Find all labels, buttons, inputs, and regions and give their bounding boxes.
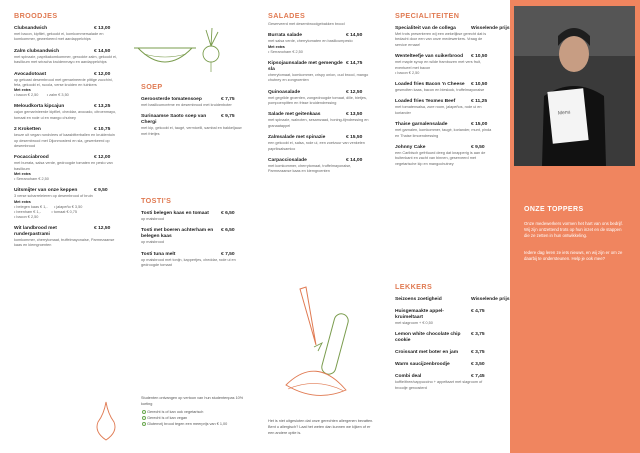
item-description: met spinazie, walnoten, sesamzaad, honing-tijmdressing en granaatappel bbox=[268, 118, 369, 128]
item-name: Lemon white chocolate chip cookie bbox=[395, 332, 461, 344]
staff-photo bbox=[514, 6, 635, 166]
item-name: Thaise garnalensalade bbox=[395, 122, 448, 128]
legend-vegan: Gerecht is of kan vegan bbox=[141, 415, 249, 421]
item-price: € 9,50 bbox=[471, 145, 485, 151]
item-price: € 10,75 bbox=[94, 127, 111, 133]
menu-item bbox=[141, 228, 247, 245]
item-description: komkommer, cherrytomaat, truffelmayonaise, Parmezaanse kaas en kiemgroenten bbox=[14, 237, 115, 248]
menu-item bbox=[14, 226, 120, 249]
item-price: € 9,75 bbox=[221, 114, 235, 120]
tostis-note-block bbox=[141, 395, 249, 427]
item-description: een gekookt ei, salsa, rode ui, een zoetzuur van venkelen papriksalsamico bbox=[268, 141, 365, 151]
item-name: Croissant met boter en jam bbox=[395, 350, 459, 356]
allergy-note: Het is niet uitgesloten dat onze gerechten allergenen bevatten. Bent u allergisch? Laat het weten dan kunnen we kijken of er een andere optie is. bbox=[268, 419, 374, 435]
salades-title: SALADES bbox=[268, 11, 306, 20]
menu-item bbox=[141, 114, 247, 137]
item-name: Burrata salade bbox=[268, 33, 302, 39]
menu-item bbox=[268, 112, 374, 129]
item-extra: • bacon € 2,50 • zalm € 3,50 bbox=[14, 93, 69, 98]
item-name: Wit landbrood met runderpastrami bbox=[14, 225, 57, 237]
broodjes-title: BROODJES bbox=[14, 11, 58, 20]
item-name: Wentelteefje van suikerbrood bbox=[395, 54, 464, 60]
legend-vegetarian: Gerecht is of kan ook vegetarisch bbox=[141, 409, 249, 415]
specialiteiten-list bbox=[395, 26, 510, 167]
item-description: met kip, gekookt ei, taugé, vermicelli, sambal en bakkeljauw met frietjes bbox=[141, 126, 242, 136]
item-description: met salsa verde, cherrytomaten en basilicumpesto bbox=[268, 39, 353, 44]
item-name: Huisgemaakte appel-kruimeltaart bbox=[395, 309, 444, 320]
item-price: € 3,75 bbox=[471, 332, 485, 338]
item-name: Avocadotoast bbox=[14, 71, 47, 77]
menu-item bbox=[14, 104, 120, 121]
menu-item bbox=[14, 72, 120, 99]
item-price: € 3,75 bbox=[471, 350, 485, 356]
soep-list bbox=[141, 97, 247, 137]
item-name: Kipsojaunsalade met gemengde sla bbox=[268, 60, 343, 72]
tostis-title: TOSTI'S bbox=[141, 196, 172, 205]
lekkers-title: LEKKERS bbox=[395, 282, 433, 291]
item-price: € 14,00 bbox=[346, 158, 363, 164]
item-name: Johnny Cake bbox=[395, 145, 426, 151]
menu-item bbox=[395, 350, 495, 356]
item-description: op getoast desembrood met gemarineerde pittige zucchini, feta, gekookt ei, rucola, verse kruiden en tuinkers bbox=[14, 77, 113, 88]
item-name: Meloudkorta kipcajun bbox=[14, 104, 65, 110]
item-description: Met trots presenteren wij een wekelijkse gerecht dat is bedacht door een van onze medewerkers. Vraag de service ernaar! bbox=[395, 32, 487, 47]
menu-item bbox=[395, 26, 510, 48]
item-description: keuze uit vegan rundvlees of kaasbitterballen en kruidentuin op desembrood met Dijonmosterd en sla, gewerkeerd op desembrood bbox=[14, 133, 115, 149]
menu-item bbox=[268, 135, 374, 152]
item-price: € 9,50 bbox=[94, 188, 108, 194]
radish-illustration bbox=[196, 26, 226, 76]
menu-item bbox=[395, 122, 495, 139]
salades-list bbox=[268, 33, 374, 174]
item-price: € 12,50 bbox=[94, 225, 111, 231]
vegan-icon bbox=[142, 416, 146, 420]
broodjes-list bbox=[14, 26, 120, 249]
item-description: koffie/thee/cappuccino + appeltaart met slagroom of broodje geroosterd bbox=[395, 380, 483, 390]
item-description: met bacon, kipfilet, gekookt ei, komkommersalade en komkommer, gewerkeerd met aardappelchips bbox=[14, 32, 104, 42]
menu-item bbox=[141, 252, 247, 269]
item-price: Wisselende prijs bbox=[471, 297, 510, 302]
item-description: met komkommer, cherrytomaat, truffelmayonaise, Parmezaanse kaas en kiemgroenten bbox=[268, 164, 352, 174]
item-price: € 13,50 bbox=[346, 112, 363, 118]
menu-item bbox=[395, 362, 495, 368]
item-price: € 10,50 bbox=[471, 82, 488, 88]
item-price: € 15,00 bbox=[471, 122, 488, 128]
menu-item bbox=[395, 374, 495, 391]
specialiteiten-title: SPECIALITEITEN bbox=[395, 11, 460, 20]
specialiteiten-column bbox=[395, 11, 510, 173]
item-name: Geroosterde tomatensoep bbox=[141, 97, 202, 102]
item-description: cherrytomaat, komkommer, crispy onion, oud brood, mango chutney en zongroenten bbox=[268, 72, 369, 83]
item-name: Tosti belegen kaas en tomaat bbox=[141, 211, 209, 216]
menu-item bbox=[395, 332, 495, 344]
menu-item bbox=[395, 297, 510, 303]
menu-item bbox=[141, 97, 247, 108]
menu-item bbox=[268, 90, 374, 107]
item-extra: • Serranoham € 2,50 bbox=[14, 177, 49, 182]
item-price: € 13,00 bbox=[94, 26, 111, 31]
item-description: gesmolten kaas, bacon en bieslook, truffelmayonaise bbox=[395, 88, 485, 93]
item-price: € 12,00 bbox=[94, 155, 111, 161]
item-name: Loaded fries Bacon 'n Cheese bbox=[395, 82, 465, 88]
item-description: met spinazie, paprikakomkommer, gerookte zalm, gekookt ei, basilicum met sriracha kruidenmayo en aardappelchips bbox=[14, 54, 117, 65]
item-price: € 12,50 bbox=[346, 89, 363, 95]
item-description: met maple syrup en wilde frambozen met vers fruit, eventueel met bacon bbox=[395, 60, 482, 70]
menu-card-text: Menu bbox=[557, 109, 571, 117]
garlic-illustration bbox=[94, 400, 118, 444]
item-description: met garnalen, komkommer, taugé, koriander, munt, pinda en Thaise limoendressing bbox=[395, 128, 492, 138]
item-name: Combi deal bbox=[395, 374, 422, 380]
vegetarian-icon bbox=[142, 410, 146, 414]
menu-item bbox=[141, 211, 247, 222]
item-price: Wisselende prijs bbox=[471, 26, 510, 31]
toppers-title: ONZE TOPPERS bbox=[524, 206, 584, 213]
item-name: Surinaamse Saoto soep van Chergi bbox=[141, 114, 207, 126]
item-price: € 6,50 bbox=[221, 211, 235, 216]
item-name: Seizoens zoetigheid bbox=[395, 297, 442, 302]
item-name: Clubsandwich bbox=[14, 26, 48, 31]
item-name: Zalm clubsandwich bbox=[14, 48, 60, 54]
item-name: Quinoasalade bbox=[268, 89, 301, 95]
item-price: € 4,75 bbox=[471, 309, 485, 314]
item-name: Salade met geitenkaas bbox=[268, 112, 321, 118]
broodjes-column bbox=[14, 11, 120, 255]
tostis-column bbox=[141, 196, 247, 275]
item-name: Uitsmijter van onze keppen bbox=[14, 188, 78, 194]
item-description: met slagroom + € 0,50 bbox=[395, 321, 433, 325]
item-price: € 7,50 bbox=[221, 251, 235, 257]
item-price: € 12,00 bbox=[94, 71, 111, 77]
item-name: Warm saucijzenbroodje bbox=[395, 362, 450, 368]
item-description: met tomatensalsa, zure room, jalapeños, rode ui en koriander bbox=[395, 105, 482, 115]
item-price: € 15,50 bbox=[346, 135, 363, 141]
allergy-note-block bbox=[268, 418, 374, 436]
item-price: € 14,50 bbox=[346, 33, 363, 39]
salades-subtitle: Geserveerd met desembroodgebakken brood bbox=[268, 22, 345, 26]
item-extra: • belegen kaas € 1,- • jalapeño € 3,50 • beenham € 1,- • tomaat € 0,75 • bacon € 2,50 bbox=[14, 204, 83, 219]
item-extra-heading: Met extra bbox=[14, 88, 31, 93]
menu-item bbox=[395, 309, 495, 326]
salades-column bbox=[268, 11, 374, 181]
menu-item bbox=[14, 127, 120, 149]
menu-item bbox=[268, 33, 374, 54]
item-price: € 7,75 bbox=[221, 97, 235, 102]
item-description: met basilicumcrème en desembrood met kruidenboter bbox=[141, 103, 232, 107]
item-extra-heading: Met extra bbox=[268, 44, 285, 49]
soep-title: SOEP bbox=[141, 82, 163, 91]
item-price: € 10,50 bbox=[471, 54, 488, 60]
item-extra: • bacon € 2,50 bbox=[395, 71, 420, 76]
glutenfree-icon bbox=[142, 422, 146, 426]
item-name: Tosti met boeren achterham en belegen kaas bbox=[141, 228, 214, 240]
menu-item bbox=[268, 158, 374, 175]
item-description: een Caribisch gefrituurd deeg dat knapperig is aan de buitenkant en zacht van binnen, geserveerd met vegetarische kip en mangochutney bbox=[395, 151, 486, 166]
menu-item bbox=[14, 49, 120, 66]
item-name: Specialiteit van de collega bbox=[395, 26, 456, 31]
toppers-paragraph-1: Onze medewerkers vormen het hart van ons bedrijf. Wij zijn ontzettend trots op hun inzet en de stappen die ze zetten in hun ontwikkeling. bbox=[524, 221, 623, 238]
item-price: € 11,25 bbox=[471, 99, 488, 105]
soep-column bbox=[141, 82, 247, 143]
item-name: Tosti tuna melt bbox=[141, 251, 176, 257]
item-name: 2 Kroketten bbox=[14, 127, 41, 133]
item-extra-heading: Met extra bbox=[14, 172, 31, 177]
item-name: Carpacciosalade bbox=[268, 158, 307, 164]
menu-item bbox=[268, 61, 374, 84]
item-description: op maisbrood bbox=[141, 240, 165, 245]
student-note: Studenten ontvangen op vertoon van hun studentenpas 10% korting bbox=[141, 396, 244, 406]
item-name: Loaded fries Texmex Beef bbox=[395, 99, 456, 105]
menu-item bbox=[395, 145, 495, 167]
item-description: met gegrilde groenten, zongedroogde tomaat, dille, bietjes, pompoenpitten en frisse kruidendressing bbox=[268, 95, 367, 106]
item-price: € 14,50 bbox=[94, 48, 111, 54]
toppers-paragraph-2: Iedere dag leren ze iets nieuws, en wij zijn er om ze daarbij te ondersteunen. Help je ook mee? bbox=[524, 250, 623, 261]
item-name: Zalmsalade met spinazie bbox=[268, 135, 326, 141]
menu-item bbox=[395, 99, 495, 116]
item-price: € 14,75 bbox=[346, 60, 363, 66]
item-description: cajun gemarinieerde kipfilet, cheddar, avocado, citroenmayo, tomaat en rode ui en mango chutney bbox=[14, 110, 117, 120]
menu-item bbox=[395, 82, 495, 93]
menu-item bbox=[14, 188, 120, 219]
item-description: met burrata, salsa verde, gedroogde tomaten en pesto van basilicum bbox=[14, 161, 113, 171]
legend-glutenfree: Glutenvrij brood tegen een meerprijs van € 1,00 bbox=[141, 421, 249, 427]
menu-item bbox=[14, 26, 120, 43]
vegetables-illustration bbox=[276, 285, 366, 415]
item-price: € 3,50 bbox=[471, 362, 485, 368]
item-description: op maisbrood met tonijn, kappertjes, cheddar, rode ui en gedroogde tomaat bbox=[141, 257, 236, 268]
item-price: € 7,45 bbox=[471, 374, 485, 380]
item-price: € 13,25 bbox=[94, 104, 111, 110]
item-description: 3 verse scharreleieren op desembrood of bruin bbox=[14, 194, 93, 199]
item-description: op maisbrood bbox=[141, 217, 165, 221]
lekkers-list bbox=[395, 297, 510, 391]
tostis-list bbox=[141, 211, 247, 269]
lekkers-column bbox=[395, 282, 510, 397]
item-extra-heading: Met extra bbox=[14, 199, 31, 204]
item-price: € 6,50 bbox=[221, 228, 235, 234]
item-name: Focacciabrood bbox=[14, 155, 49, 161]
menu-item bbox=[14, 155, 120, 182]
item-extra: • Serranoham € 2,50 bbox=[268, 49, 303, 54]
menu-item bbox=[395, 54, 495, 76]
